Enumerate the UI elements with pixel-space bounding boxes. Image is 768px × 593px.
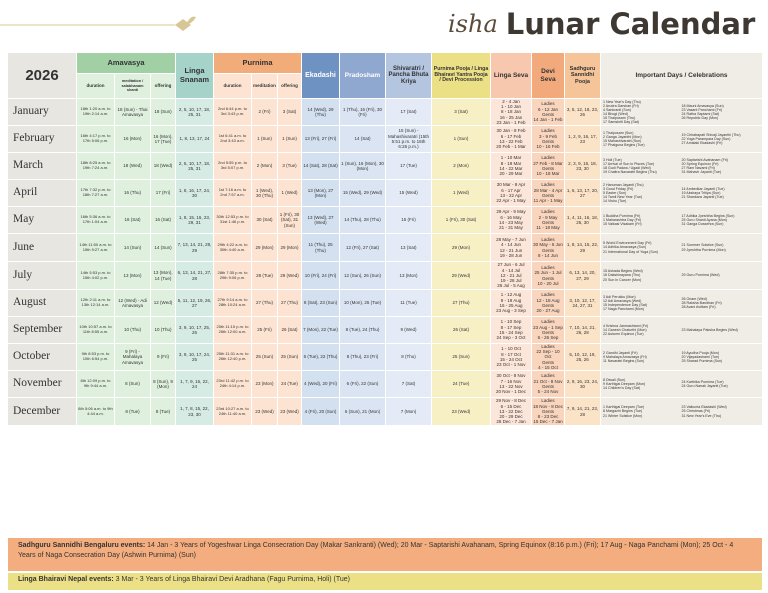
devi-seva-cell: Ladies 6 - 12 Jan Gents 14 Jan - 1 Feb [532, 99, 564, 125]
am-meditation-cell: 10 (Thu) [115, 317, 150, 343]
sannidhi-cell: 3, 5, 12, 18, 23, 26 [565, 99, 600, 125]
linga-snanam-cell: 3, 9, 10, 17, 25, 26 [176, 317, 213, 343]
pu-meditation-cell: 2 (Fri) [252, 99, 277, 125]
ekadashi-header: Ekadashi [302, 53, 339, 98]
month-label: June [8, 234, 76, 261]
am-offering-cell: 14 (Sun) [151, 234, 175, 261]
important-days-list: 3 Holi (Tue) 17 Arrival of Sun in Pisces (Tue) 18 Gudi Padwa / Ugadi (Wed) 19 Chaitra Navaratri Begins (Thu) [603, 157, 657, 175]
important-days-list: 2 Gandhi Jayanti (Fri) 9 Mahalaya Amavasya (Fri) 11 Navaratri Begins (Sun) [603, 350, 647, 364]
pooja-cell: 27 (Thu) [432, 290, 490, 316]
linga-seva-cell: 30 Oct - 8 Nov 7 - 16 Nov 13 - 22 Nov 20 Nov - 1 Dec [491, 371, 531, 397]
linga-seva-cell: 29 Nov - 8 Dec 6 - 15 Dec 13 - 22 Dec 20 - 29 Dec 28 Dec - 7 Jan [491, 398, 531, 425]
important-days-list: 3 Adi Perukku (Mon) 12 Adi Amavasya (Wed) 15 Independence Day (Sat) 17 Naga Panchami (Mon) [603, 294, 647, 312]
linga-seva-cell: 1 - 10 Mar 8 - 19 Mar 14 - 22 Mar 20 - 29 Mar [491, 153, 531, 179]
am-meditation-cell: 18 (Wed) [115, 153, 150, 179]
linga-snanam-cell: 3, 9, 10, 17, 24, 25 [176, 344, 213, 370]
pradosham-cell: 8 (Tue), 24 (Thu) [340, 317, 385, 343]
linga-snanam-cell: 2, 5, 10, 17, 18, 25, 31 [176, 99, 213, 125]
important-days-list: 23 Vaikunta Ekadashi (Wed) 25 Christmas (Fri) 31 New Year's Eve (Thu) [681, 405, 727, 418]
linga-snanam-cell: 5, 11, 12, 19, 26, 27 [176, 290, 213, 316]
am-meditation-cell: 13 (Mon) [115, 262, 150, 289]
pu-meditation-cell: 23 (Wed) [252, 398, 277, 425]
am-duration-cell: 16th 4:17 p.m. to 17th 5:06 p.m. [77, 126, 114, 152]
important-days-cell [601, 371, 762, 397]
sannidhi-header: Sadhguru Sannidhi Pooja [565, 53, 600, 98]
am-duration-cell: 12th 2:11 a.m. to 13th 12:14 a.m. [77, 290, 114, 316]
sannidhi-cell: 1, 8, 14, 15, 22, 29 [565, 234, 600, 261]
pu-duration-cell: 2nd 5:55 p.m. to 3rd 5:07 p.m. [214, 153, 251, 179]
important-days-cell [601, 207, 762, 233]
sannidhi-events-text: 14 Jan - 3 Years of Yogeshwar Linga Consecration Day (Makar Sankranti) (Wed); 20 Mar - Saptarishi Avahanam, Spring Equinox (8:16 p.m.) (Fri); 17 Aug - Naga Panchami (Mon); 25 Oct - 4 Years of Naga Consecration Day (Ashwin Purnima) (Sun) [18, 542, 734, 560]
shivaratri-cell: 11 (Tue) [386, 290, 431, 316]
month-label: December [8, 398, 76, 425]
linga-seva-cell: 1 - 10 Sep 8 - 17 Sep 15 - 24 Sep 24 Sep - 3 Oct [491, 317, 531, 343]
month-label: August [8, 290, 76, 316]
pu-offering-cell: 3 (Tue) [278, 153, 301, 179]
ekadashi-cell: 6 (Tue), 22 (Thu) [302, 344, 339, 370]
ekadashi-cell: 14 (Wed), 29 (Thu) [302, 99, 339, 125]
am-offering-cell: 18 (Wed) [151, 153, 175, 179]
am-meditation-cell: 16 (Thu) [115, 180, 150, 206]
linga-seva-cell: 30 Mar - 8 Apr 6 - 17 Apr 13 - 22 Apr 22 Apr - 1 May [491, 180, 531, 206]
important-days-cell [601, 398, 762, 425]
pu-meditation-cell: 1 (Wed), 30 (Thu) [252, 180, 277, 206]
pu-offering-cell: 29 (Mon) [278, 234, 301, 261]
sannidhi-cell: 2, 3, 9, 16, 18, 23, 30 [565, 153, 600, 179]
pu-meditation-cell: 30 (Sat) [252, 207, 277, 233]
ekadashi-cell: 8 (Sat), 23 (Sun) [302, 290, 339, 316]
month-label: April [8, 180, 76, 206]
pradosham-cell: 15 (Wed), 29 (Wed) [340, 180, 385, 206]
am-duration-cell: 10th 10:57 a.m. to 11th 8:55 a.m. [77, 317, 114, 343]
important-days-list: 8 Diwali (Sun) 9 Karthigai Deepam (Mon) 14 Children's Day (Sat) [603, 377, 646, 391]
pooja-cell: 29 (Mon) [432, 234, 490, 261]
am-duration-cell: 16th 5:36 a.m. to 17th 1:04 a.m. [77, 207, 114, 233]
important-days-list: 1 New Year's Day (Thu) 2 Arudra Darshan (Fri) 4 Sankranti (Sun) 14 Bhogi (Wed) 15 Thaipusam (Thu) 17 Samskriti Day (Sat) [603, 99, 641, 125]
month-label: May [8, 207, 76, 233]
important-days-cell [601, 126, 762, 152]
important-days-list: 1 Karthigai Deepam (Tue) 8 Margazhi Begins (Tue) 21 Winter Solstice (Mon) [603, 405, 645, 418]
pu-meditation-cell: 25 (Fri) [252, 317, 277, 343]
important-days-cell [601, 290, 762, 316]
sannidhi-cell: 2, 9, 16, 23, 24, 30 [565, 371, 600, 397]
pooja-cell: 2 (Mon) [432, 153, 490, 179]
pooja-header: Purnima Pooja / Linga Bhairavi Yantra Pooja / Devi Procession [432, 53, 490, 98]
linga-seva-cell: 30 Jan - 8 Feb 6 - 17 Feb 13 - 22 Feb 20 Feb - 1 Mar [491, 126, 531, 152]
shivaratri-cell: 15 (Fri) [386, 207, 431, 233]
pradosham-cell: 10 (Mon), 25 (Tue) [340, 290, 385, 316]
linga-seva-cell: 28 May - 7 Jun 4 - 14 Jun 12 - 21 Jun 19 - 28 Jun [491, 234, 531, 261]
linga-seva-cell: 27 Jun - 6 Jul 4 - 14 Jul 12 - 21 Jul 19 - 28 Jul 26 Jul - 5 Aug [491, 262, 531, 289]
pu-duration-cell: 23rd 10:27 a.m. to 24th 11:40 a.m. [214, 398, 251, 425]
am-duration-cell: 18th 1:20 a.m. to 19th 2:14 a.m. [77, 99, 114, 125]
pu-duration-cell: 1st 6:41 a.m. to 2nd 3:43 a.m. [214, 126, 251, 152]
pooja-cell: 26 (Sat) [432, 317, 490, 343]
am-duration-cell: 17th 7:32 p.m. to 18th 7:27 a.m. [77, 180, 114, 206]
am-offering-cell: 18 (Sun) [151, 99, 175, 125]
linga-seva-cell: 1 - 10 Oct 8 - 17 Oct 15 - 24 Oct 23 Oct - 1 Nov [491, 344, 531, 370]
pu-meditation-cell: 1 (Sun) [252, 126, 277, 152]
pu-duration-cell: 25th 11:15 p.m. to 26th 12:00 a.m. [214, 317, 251, 343]
shivaratri-cell: 13 (Sat) [386, 234, 431, 261]
linga-seva-cell: 2 - 4 Jan 1 - 10 Jan 8 - 18 Jan 16 - 25 Jan 23 Jan - 1 Feb [491, 99, 531, 125]
am-meditation-cell: 18 (Sun) - Thai Amavasya [115, 99, 150, 125]
devi-seva-cell: Ladies 27 Feb - 8 Mar Gents 10 - 18 Mar [532, 153, 564, 179]
am-meditation-cell: 16 (Mon) [115, 126, 150, 152]
linga-seva-cell: 1 - 12 Aug 9 - 19 Aug 16 - 25 Aug 23 Aug - 3 Sep [491, 290, 531, 316]
ekadashi-cell: 13 (Mon), 27 (Mon) [302, 180, 339, 206]
pu-duration-cell: 25th 11:31 a.m. to 26th 12:40 p.m. [214, 344, 251, 370]
am-duration-cell: 8th 5:06 a.m. to 9th 4:44 a.m. [77, 398, 114, 425]
am-duration-cell: 18th 8:25 a.m. to 19th 7:24 a.m. [77, 153, 114, 179]
linga-snanam-header: Linga Snanam [176, 53, 213, 98]
important-days-list: 24 Karthika Purnima (Tue) 24 Guru Nanak Jayanti (Tue) [681, 379, 728, 388]
ekadashi-cell: 13 (Fri), 27 (Fri) [302, 126, 339, 152]
pu-duration-cell: 28th 7:35 p.m. to 29th 9:06 p.m. [214, 262, 251, 289]
devi-seva-header: Devi Seva [532, 53, 564, 98]
pradosham-cell: 14 (Sat) [340, 126, 385, 152]
am-duration-cell: 14th 5:53 p.m. to 15th 4:02 p.m. [77, 262, 114, 289]
linga-snanam-cell: 1, 7, 8, 15, 22, 23, 30 [176, 398, 213, 425]
am-duration-cell: 14th 11:50 a.m. to 15th 9:27 a.m. [77, 234, 114, 261]
linga-snanam-cell: 1, 7, 9, 16, 22, 24 [176, 371, 213, 397]
am-meditation-cell: 9 (Fri) - Mahalaya Amavasya [115, 344, 150, 370]
pradosham-cell: 14 (Thu), 28 (Thu) [340, 207, 385, 233]
purnima-header: Purnima [214, 53, 301, 73]
pradosham-cell: 12 (Sun), 26 (Sun) [340, 262, 385, 289]
am-offering-cell: 10 (Thu) [151, 317, 175, 343]
important-days-list: 19 Chhatrapati Shivaji Jayanthi (Thu) 22 Yoga Parampara Day (Sun) 27 Amalaki Ekadashi (Fri) [681, 132, 741, 146]
pooja-cell: 25 (Sun) [432, 344, 490, 370]
devi-seva-cell: Ladies 30 May - 6 Jun Gents 8 - 14 Jun [532, 234, 564, 261]
pu-meditation-cell: 2 (Mon) [252, 153, 277, 179]
shivaratri-cell: 8 (Thu) [386, 344, 431, 370]
pradosham-cell: 1 (Thu), 16 (Fri), 30 (Fri) [340, 99, 385, 125]
am-meditation-cell: 8 (Tue) [115, 398, 150, 425]
devi-seva-cell: Ladies 2 - 9 May Gents 11 - 18 May [532, 207, 564, 233]
sannidhi-cell: 7, 10, 14, 21, 26, 28 [565, 317, 600, 343]
important-days-list: 19 Ayudha Pooja (Mon) 20 Vijayadashami (Tue) 25 Sharad Purnima (Sun) [681, 350, 723, 364]
am-offering-cell: 8 (Sun), 9 (Mon) [151, 371, 175, 397]
pu-offering-cell: 25 (Sun) [278, 344, 301, 370]
linga-snanam-cell: 2, 5, 10, 17, 18, 25, 31 [176, 153, 213, 179]
important-days-list: 17 Adhika Jyeshtha Begins (Sun) 25 Guru Shanti Ayana (Mon) 31 Ganga Dussehra (Sun) [681, 213, 735, 227]
pooja-cell: 1 (Wed) [432, 180, 490, 206]
linga-seva-header: Linga Seva [491, 53, 531, 98]
pu-duration-cell: 2nd 6:44 p.m. to 3rd 3:43 p.m. [214, 99, 251, 125]
am-offering-cell: 13 (Mon), 14 (Tue) [151, 262, 175, 289]
shivaratri-header: Shivaratri / Pancha Bhuta Kriya [386, 53, 431, 98]
ekadashi-cell: 14 (Sat), 28 (Sat) [302, 153, 339, 179]
sannidhi-cell: 1, 4, 11, 16, 18, 25, 30 [565, 207, 600, 233]
pradosham-header: Pradosham [340, 53, 385, 98]
amavasya-header: Amavasya [77, 53, 175, 73]
am-offering-cell: 16 (Mon), 17 (Tue) [151, 126, 175, 152]
sannidhi-cell: 6, 13, 14, 20, 27, 29 [565, 262, 600, 289]
pooja-cell: 1 (Fri), 30 (Sat) [432, 207, 490, 233]
month-label: October [8, 344, 76, 370]
sannidhi-events-label: Sadhguru Sannidhi Bengaluru events: [18, 542, 146, 549]
am-offering-cell: 17 (Fri) [151, 180, 175, 206]
shivaratri-cell: 15 (Sun) - Mahashivaratri (15th 5:51 p.m. to 16th 6:26 p.m.) [386, 126, 431, 152]
pooja-cell: 24 (Tue) [432, 371, 490, 397]
ekadashi-cell: 13 (Wed), 27 (Wed) [302, 207, 339, 233]
month-label: March [8, 153, 76, 179]
shivaratri-cell: 13 (Mon) [386, 262, 431, 289]
devi-seva-cell: Ladies 18 Nov - 8 Dec Gents 8 - 23 Dec 15 Dec - 7 Jan [533, 398, 564, 425]
important-days-list: 26 Onam (Wed) 28 Raksha Bandhan (Fri) 28 Avani Avittam (Fri) [681, 296, 722, 310]
shivaratri-cell: 9 (Wed) [386, 317, 431, 343]
pu-offering-cell: 3 (Sat) [278, 99, 301, 125]
pradosham-cell: 1 (Sun), 16 (Mon), 30 (Mon) [340, 153, 385, 179]
shivaratri-cell: 7 (Mon) [386, 398, 431, 425]
year-cell: 2026 [8, 53, 76, 98]
pradosham-cell: 6 (Sun), 21 (Mon) [340, 398, 385, 425]
important-days-list: 29 Guru Purnima (Wed) [681, 273, 720, 278]
important-days-cell [601, 99, 762, 125]
am-meditation-cell: 16 (Sat) [115, 207, 150, 233]
important-days-list: 5 World Environment Day (Fri) 14 Adhika Amavasya (Sun) 21 International Day of Yoga (Sun) [603, 241, 658, 254]
linga-bhairavi-nepal-events [8, 573, 762, 590]
important-days-cell [601, 234, 762, 261]
pu-duration-cell: 23rd 11:42 p.m. to 24th 4:14 p.m. [214, 371, 251, 397]
am-meditation-cell: 8 (Sun) [115, 371, 150, 397]
pu-meditation-cell: 25 (Sun) [252, 344, 277, 370]
ekadashi-cell: 11 (Thu), 25 (Thu) [302, 234, 339, 261]
important-days-list: 14 Ambedkar Jayanti (Tue) 19 Akshaya Tritiya (Sun) 21 Shankara Jayanti (Tue) [681, 186, 725, 200]
pu-duration-cell: 1st 7:16 a.m. to 2nd 7:57 a.m. [214, 180, 251, 206]
pu-duration-cell: 27th 9:14 a.m. to 28th 10:24 a.m. [214, 290, 251, 316]
month-label: September [8, 317, 76, 343]
shivaratri-cell: 17 (Sat) [386, 99, 431, 125]
am-offering-cell: 12 (Wed) [151, 290, 175, 316]
pradosham-cell: 12 (Fri), 27 (Sat) [340, 234, 385, 261]
pu-offering-cell: 27 (Thu) [278, 290, 301, 316]
pu-offering-cell: 26 (Sat) [278, 317, 301, 343]
linga-seva-cell: 29 Apr - 9 May 6 - 16 May 14 - 23 May 21 - 31 May [491, 207, 531, 233]
devi-seva-cell: Ladies 21 Oct - 8 Nov Gents 5 - 24 Nov [532, 371, 564, 397]
important-days-cell [601, 153, 762, 179]
devi-seva-cell: Ladies 25 Jun - 1 Jul Gents 10 - 20 Jul [532, 262, 564, 289]
pradosham-cell: 8 (Thu), 23 (Fri) [340, 344, 385, 370]
important-days-list: 18 Mauni Amavasya (Sun) 23 Vasant Panchami (Fri) 24 Ratha Saptami (Sat) 26 Republic Day (Mon) [681, 103, 724, 121]
important-days-list: 2 Hanuman Jayanti (Thu) 3 Good Friday (Fri) 5 Easter (Sun) 14 Tamil New Year (Tue) 14 Vishu (Tue) [603, 182, 644, 204]
pu-offering-cell: 1 (Sun) [278, 126, 301, 152]
am-meditation-cell: 14 (Sun) [115, 234, 150, 261]
am-meditation-cell: 12 (Wed) - Adi Amavasya [115, 290, 150, 316]
important-days-list: 1 Buddha Purnima (Fri) 1 Maharashtra Day (Fri) 15 Vaikasi Visakam (Fri) [603, 213, 642, 227]
important-days-list: 15 Ashada Begins (Wed) 16 Dakshinayana (Thu) 20 Sun in Cancer (Mon) [603, 269, 643, 282]
important-days-list: 21 Summer Solstice (Sun) 29 Jyeshtha Purnima (Mon) [681, 243, 726, 252]
pu-meditation-cell: 27 (Thu) [252, 290, 277, 316]
devi-seva-cell: Ladies 22 Sep - 10 Oct Gents 4 - 15 Oct [532, 344, 564, 370]
ekadashi-cell: 10 (Fri), 24 (Fri) [302, 262, 339, 289]
linga-snanam-cell: 1, 8, 16, 17, 24, 30 [176, 180, 213, 206]
devi-seva-cell: Ladies 28 Mar - 4 Apr Gents 11 Apr - 1 May [532, 180, 564, 206]
pooja-cell: 23 (Wed) [432, 398, 490, 425]
month-label: February [8, 126, 76, 152]
pooja-cell: 3 (Sat) [432, 99, 490, 125]
sannidhi-cell: 5, 10, 12, 19, 25, 26 [565, 344, 600, 370]
important-days-header: Important Days / Celebrations [601, 53, 762, 98]
amavasya-meditation-header: meditation / salabhanam shanti [115, 74, 150, 98]
am-offering-cell: 16 (Sat) [151, 207, 175, 233]
month-label: January [8, 99, 76, 125]
am-offering-cell: 9 (Fri) [151, 344, 175, 370]
pu-offering-cell: 29 (Wed) [278, 262, 301, 289]
pu-meditation-cell: 23 (Mon) [252, 371, 277, 397]
important-days-cell [601, 180, 762, 206]
pooja-cell: 1 (Sun) [432, 126, 490, 152]
purnima-offering-header: offering [278, 74, 301, 98]
shivaratri-cell: 17 (Tue) [386, 153, 431, 179]
important-days-cell [601, 344, 762, 370]
linga-snanam-cell: 1, 8, 15, 16, 23, 29, 31 [176, 207, 213, 233]
important-days-cell [601, 262, 762, 289]
am-offering-cell: 8 (Tue) [151, 398, 175, 425]
sannidhi-cell: 7, 9, 14, 21, 23, 28 [565, 398, 600, 425]
ekadashi-cell: 4 (Fri), 20 (Sun) [302, 398, 339, 425]
shivaratri-cell: 15 (Wed) [386, 180, 431, 206]
important-days-list: 23 Mahalaya Paksha Begins (Wed) [681, 327, 738, 332]
pu-offering-cell: 24 (Tue) [278, 371, 301, 397]
important-days-list: 4 Krishna Janmashtami (Fri) 14 Ganesh Chaturthi (Mon) 22 Autumn Equinox (Tue) [603, 323, 649, 337]
important-days-list: 20 Saptarishi Avahanam (Fri) 20 Spring Equinox (Fri) 27 Ram Navami (Fri) 31 Mahavir Jayanti (Tue) [681, 157, 728, 175]
important-days-list: 1 Thaipusam (Sun) 2 Ganga Jayanthi (Mon) 15 Mahashivaratri (Sun) 17 Phalguna Begins (Tue) [603, 130, 645, 148]
linga-snanam-cell: 6, 13, 14, 21, 27, 28 [176, 262, 213, 289]
purnima-duration-header: duration [214, 74, 251, 98]
sannidhi-cell: 1, 6, 13, 17, 20, 27 [565, 180, 600, 206]
pradosham-cell: 6 (Fri), 22 (Sun) [340, 371, 385, 397]
month-label: July [8, 262, 76, 289]
ekadashi-cell: 4 (Wed), 20 (Fri) [302, 371, 339, 397]
sannidhi-cell: 3, 10, 12, 17, 24, 27, 31 [565, 290, 600, 316]
header-logo [448, 4, 755, 44]
linga-snanam-cell: 1, 8, 13, 17, 24 [176, 126, 213, 152]
pu-duration-cell: 29th 4:22 a.m. to 30th 4:40 a.m. [214, 234, 251, 261]
ekadashi-cell: 7 (Mon), 22 (Tue) [302, 317, 339, 343]
am-duration-cell: 9th 8:53 p.m. to 10th 6:54 p.m. [77, 344, 114, 370]
lunar-calendar-table [8, 53, 762, 536]
devi-seva-cell: Ladies 23 Aug - 1 Sep Gents 6 - 26 Sep [532, 317, 564, 343]
devi-seva-cell: Ladies 3 - 9 Feb Gents 10 - 16 Feb [532, 126, 564, 152]
linga-snanam-cell: 7, 13, 14, 21, 28, 29 [176, 234, 213, 261]
shivaratri-cell: 7 (Sat) [386, 371, 431, 397]
decorative-flourish [0, 10, 200, 40]
sannidhi-cell: 1, 2, 9, 16, 17, 23 [565, 126, 600, 152]
page-title: Lunar Calendar [505, 7, 756, 41]
nepal-events-label: Linga Bhairavi Nepal events: [18, 576, 114, 583]
brand-logo: isha [448, 10, 498, 38]
pooja-cell: 29 (Wed) [432, 262, 490, 289]
purnima-meditation-header: meditation [252, 74, 277, 98]
important-days-cell [601, 317, 762, 343]
pu-offering-cell: 23 (Wed) [278, 398, 301, 425]
pu-meditation-cell: 28 (Tue) [252, 262, 277, 289]
nepal-events-text: 3 Mar - 3 Years of Linga Bhairavi Devi Aradhana (Fagu Purnima, Holi) (Tue) [115, 576, 351, 583]
amavasya-duration-header: duration [77, 74, 114, 98]
pu-offering-cell: 1 (Wed) [278, 180, 301, 206]
am-duration-cell: 8th 12:09 p.m. to 9th 9:44 a.m. [77, 371, 114, 397]
sannidhi-bengaluru-events [8, 538, 762, 571]
pu-meditation-cell: 29 (Mon) [252, 234, 277, 261]
amavasya-offering-header: offering [151, 74, 175, 98]
month-label: November [8, 371, 76, 397]
pu-duration-cell: 30th 12:53 p.m. to 31st 1:46 p.m. [214, 207, 251, 233]
pu-offering-cell: 1 (Fri), 30 (Sat), 31 (Sun) [278, 207, 301, 233]
devi-seva-cell: Ladies 12 - 18 Aug Gents 20 - 27 Aug [532, 290, 564, 316]
